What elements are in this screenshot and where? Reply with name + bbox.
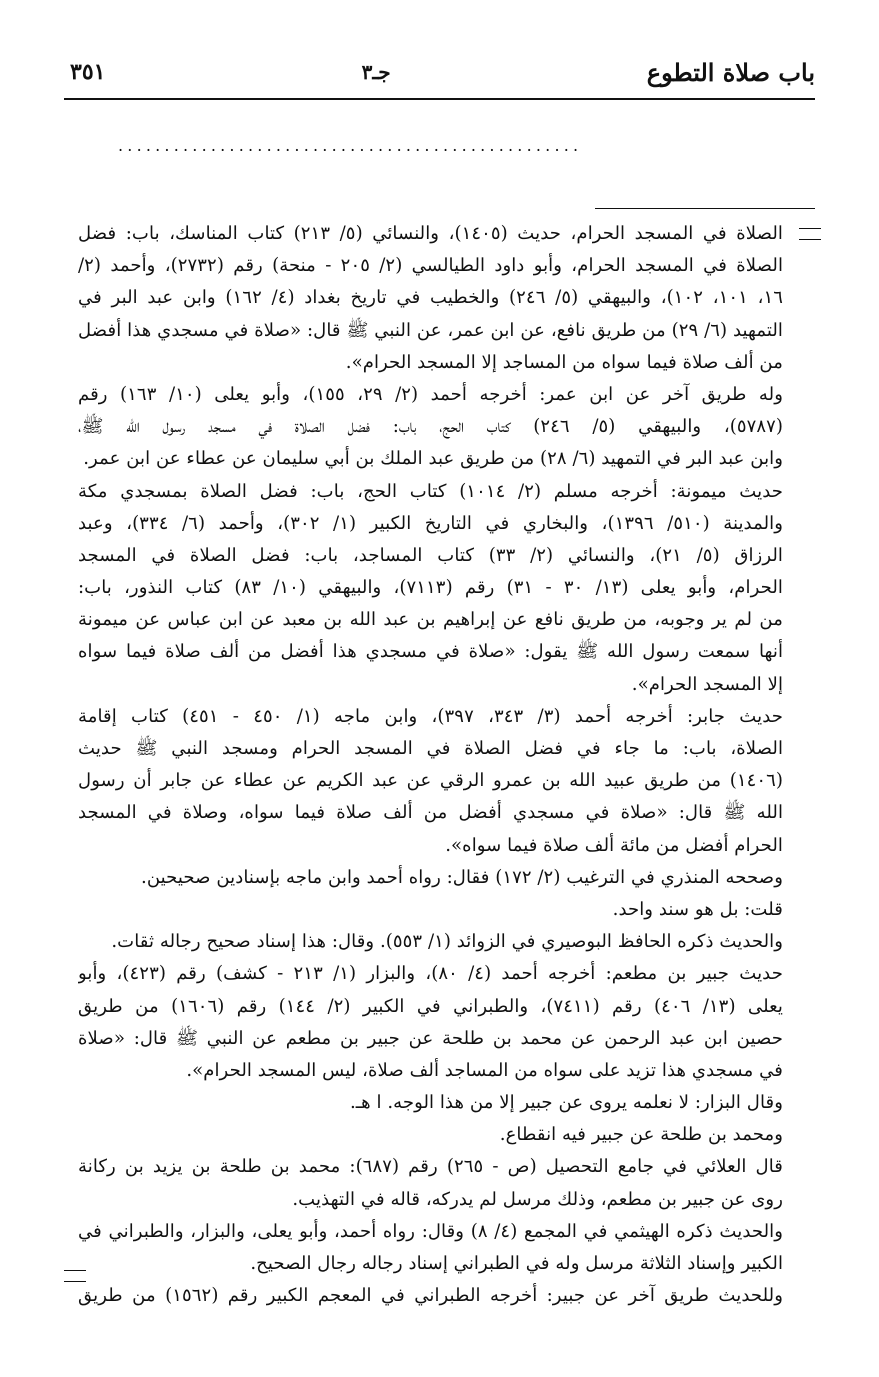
section-separator-dots: ..................................................	[118, 136, 583, 155]
footnote-line: يعلى (١٣/ ٤٠٦) رقم (٧٤١١)، والطبراني في الكبير (٢/ ١٤٤) رقم (١٦٠٦) من طريق	[78, 995, 783, 1017]
continuation-mark-end	[64, 1270, 86, 1282]
footnote-line: ١٦، ١٠١، ١٠٢)، والبيهقي (٥/ ٢٤٦) والخطيب في تاريخ بغداد (٤/ ١٦٢) وابن عبد البر في	[78, 287, 783, 309]
footnote-line: الكبير وإسناد الثلاثة مرسل وله في الطبراني إسناد رجاله رجال الصحيح.	[250, 1253, 783, 1274]
footnote-rule	[595, 208, 815, 209]
footnote-line: إلا المسجد الحرام».	[631, 673, 783, 695]
footnote-line: من لم ير وجوبه، من طريق نافع عن إبراهيم بن عبد الله بن معبد عن ابن عباس عن ميمونة	[78, 609, 783, 631]
footnotes-block	[78, 218, 783, 1312]
footnote-line: الصلاة في المسجد الحرام، حديث (١٤٠٥)، والنسائي (٥/ ٢١٣) كتاب المناسك، باب: فضل	[78, 223, 783, 244]
footnote-line: ومحمد بن طلحة عن جبير فيه انقطاع.	[499, 1124, 783, 1146]
chapter-title: باب صلاة التطوع	[646, 57, 815, 87]
footnote-line: (٥٧٨٧)، والبيهقي (٥/ ٢٤٦) كتاب الحج، باب: فضل الصلاة في مسجد رسول الله ﷺ،	[78, 416, 783, 438]
footnote-line: في مسجدي هذا تزيد على سواه من المساجد ألف صلاة، ليس المسجد الحرام».	[186, 1059, 783, 1081]
footnote-line: حديث جبير بن مطعم: أخرجه أحمد (٤/ ٨٠)، والبزار (١/ ٢١٣ - كشف) رقم (٤٢٣)، وأبو	[78, 963, 783, 985]
volume-label: جـ٣	[361, 60, 391, 84]
footnote-line: وله طريق آخر عن ابن عمر: أخرجه أحمد (٢/ ٢٩، ١٥٥)، وأبو يعلى (١٠/ ١٦٣) رقم	[78, 383, 783, 405]
footnote-line: والحديث ذكره الهيثمي في المجمع (٤/ ٨) وقال: رواه أحمد، وأبو يعلى، والبزار، والطبراني في	[78, 1220, 783, 1242]
footnote-line: حديث جابر: أخرجه أحمد (٣/ ٣٤٣، ٣٩٧)، وابن ماجه (١/ ٤٥٠ - ٤٥١) كتاب إقامة	[78, 705, 783, 727]
footnote-line: الرزاق (٥/ ٢١)، والنسائي (٢/ ٣٣) كتاب المساجد، باب: فضل الصلاة في المسجد	[78, 544, 783, 566]
footnote-line: الصلاة في المسجد الحرام، وأبو داود الطيالسي (٢/ ٢٠٥ - منحة) رقم (٢٧٣٢)، وأحمد (٢/	[78, 255, 783, 277]
footnote-line: من ألف صلاة فيما سواه من المساجد إلا المسجد الحرام».	[345, 351, 783, 373]
footnote-line: قال العلائي في جامع التحصيل (ص - ٢٦٥) رقم (٦٨٧): محمد بن طلحة بن يزيد بن ركانة	[78, 1156, 783, 1178]
footnote-line: وقال البزار: لا نعلمه يروى عن جبير إلا من هذا الوجه. ا هـ.	[350, 1092, 783, 1114]
page-number: ٣٥١	[70, 59, 106, 85]
footnote-line: حصين ابن عبد الرحمن عن محمد بن طلحة عن جبير بن مطعم عن النبي ﷺ قال: «صلاة	[78, 1027, 783, 1049]
footnote-line: وابن عبد البر في التمهيد (٦/ ٢٨) من طريق عبد الملك بن أبي سليمان عن عطاء عن ابن عمر.	[83, 448, 783, 470]
footnote-line: وللحديث طريق آخر عن جبير: أخرجه الطبراني في المعجم الكبير رقم (١٥٦٢) من طريق	[78, 1285, 783, 1307]
footnote-line: والمدينة (٥١٠/ ١٣٩٦)، والبخاري في التاريخ الكبير (١/ ٣٠٢)، وأحمد (٦/ ٣٣٤)، وعبد	[78, 512, 783, 534]
footnote-line: أنها سمعت رسول الله ﷺ يقول: «صلاة في مسجدي هذا أفضل من ألف صلاة فيما سواه	[78, 641, 783, 663]
header-rule	[64, 98, 815, 100]
footnote-line: الحرام، وأبو يعلى (١٣/ ٣٠ - ٣١) رقم (٧١١٣)، والبيهقي (١٠/ ٨٣) كتاب النذور، باب:	[78, 577, 783, 599]
footnote-line: روى عن جبير بن مطعم، وذلك مرسل لم يدركه، قاله في التهذيب.	[292, 1188, 783, 1210]
footnote-line: وصححه المنذري في الترغيب (٢/ ١٧٢) فقال: رواه أحمد وابن ماجه بإسنادين صحيحين.	[141, 866, 783, 888]
footnote-line: قلت: بل هو سند واحد.	[612, 898, 783, 920]
footnote-line: (١٤٠٦) من طريق عبيد الله بن عمرو الرقي عن عبد الكريم عن عطاء عن جابر أن رسول	[78, 770, 783, 792]
footnote-line: والحديث ذكره الحافظ البوصيري في الزوائد (١/ ٥٥٣). وقال: هذا إسناد صحيح رجاله ثقات.	[111, 931, 783, 953]
footnote-line: الحرام أفضل من مائة ألف صلاة فيما سواه».	[445, 834, 783, 856]
footnote-line: حديث ميمونة: أخرجه مسلم (٢/ ١٠١٤) كتاب الحج، باب: فضل الصلاة بمسجدي مكة	[78, 480, 783, 502]
footnote-line: الله ﷺ قال: «صلاة في مسجدي أفضل من ألف صلاة فيما سواه، وصلاة في المسجد	[78, 802, 783, 824]
continuation-mark-start	[799, 228, 821, 240]
footnote-line: التمهيد (٦/ ٢٩) من طريق نافع، عن ابن عمر، عن النبي ﷺ قال: «صلاة في مسجدي هذا أفضل	[78, 319, 783, 341]
footnote-line: الصلاة، باب: ما جاء في فضل الصلاة في المسجد الحرام ومسجد النبي ﷺ حديث	[78, 738, 783, 759]
running-header	[70, 48, 815, 96]
